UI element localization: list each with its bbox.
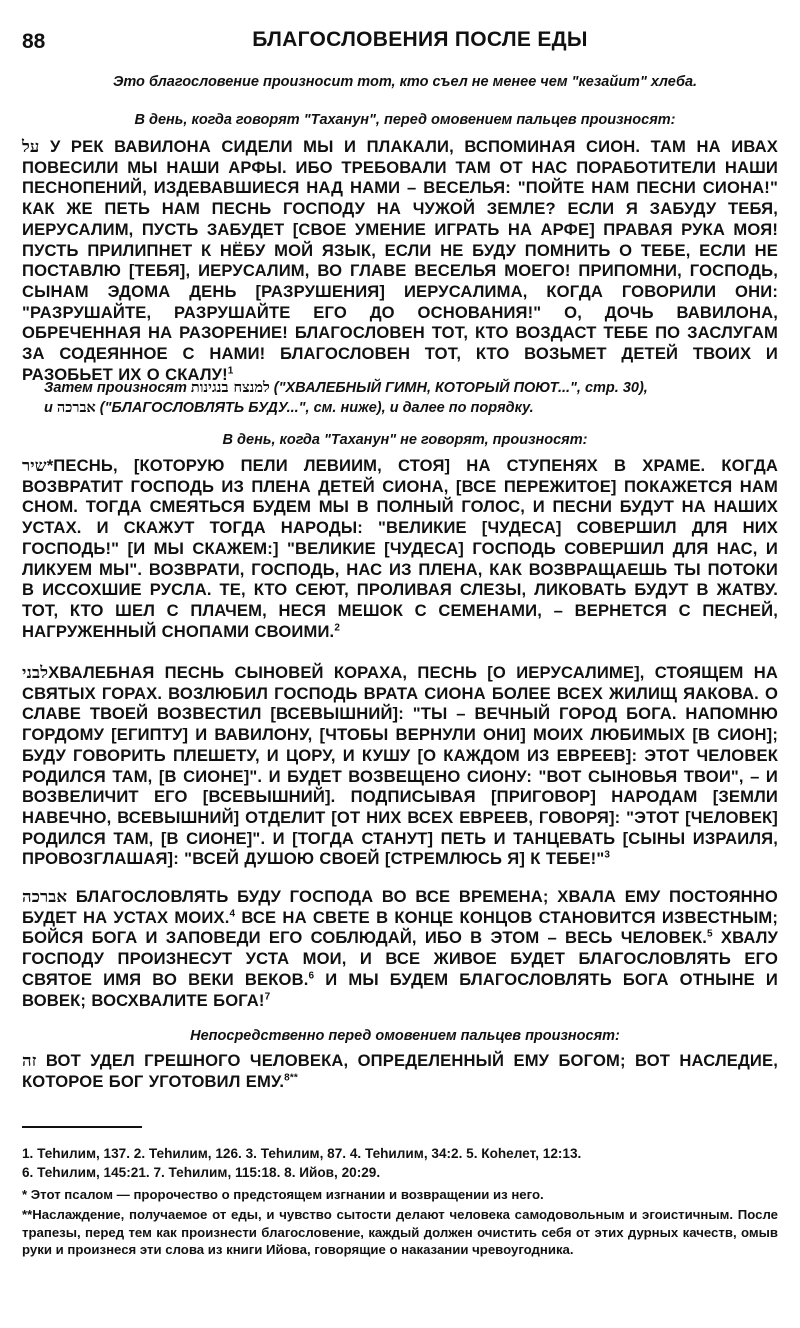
page-header	[22, 26, 778, 56]
footnote-ref: 7	[264, 990, 271, 1002]
section2-paragraph	[22, 455, 778, 642]
footnote-ref: 6	[308, 970, 315, 982]
footnote-ref: 5	[707, 928, 713, 940]
section5-paragraph	[22, 1050, 778, 1092]
hebrew-lead-word: זה	[22, 1050, 37, 1070]
hebrew-word: למנצח בנגינות	[190, 379, 270, 396]
hebrew-lead-word: על	[22, 136, 40, 156]
section1-heading: В день, когда говорят "Таханун", перед омовением пальцев произносят:	[134, 112, 676, 128]
page-title: БЛАГОСЛОВЕНИЯ ПОСЛЕ ЕДЫ	[252, 28, 588, 51]
footnote-star-1: * Этот псалом — пророчество о предстоящем изгнании и возвращении из него.	[22, 1187, 544, 1202]
hebrew-lead-word: לבני	[22, 662, 49, 682]
footnote-star-2: **Наслаждение, получаемое от еды, и чувство сытости делают человека самодовольным и эгоистичным. После трапезы, перед тем как произнести благословение, каждый должен очистить себя от этих дурных качеств, омыв руки и произнеся эти слова из книги Ийова, говорящие о наказании чревоугодника.	[22, 1207, 778, 1258]
paragraph-text: ХВАЛЕБНАЯ ПЕСНЬ СЫНОВЕЙ КОРАХА, ПЕСНЬ [О ИЕРУСАЛИМЕ], СТОЯЩЕМ НА СВЯТЫХ ГОРАХ. ВОЗЛЮБИЛ ГОСПОДЬ ВРАТА СИОНА БОЛЕЕ ВСЕХ ЖИЛИЩ ЯАКОВА. О СЛАВЕ ТВОЕЙ ВОЗВЕСТИЛ [ВСЕВЫШНИЙ]: "ТЫ – ВЕЧНЫЙ ГОРОД БОГА. НАПОМНЮ ГОРДОМУ [ЕГИПТУ] И ВАВИЛОНУ, [ЧТОБЫ ВЕРНУЛИ ОНИ] МОИХ ЛЮБИМЫХ [В СИОН]; БУДУ ГОВОРИТЬ ПЛЕШЕТУ, И ЦОРУ, И КУШУ [О КАЖДОМ ИЗ ЕВРЕЕВ]: ЭТОТ ЧЕЛОВЕК РОДИЛСЯ ТАМ, [В СИОНЕ]". И БУДЕТ ВОЗВЕЩЕНО СИОНУ: "ВОТ СЫНОВЬЯ ТВОИ", – И ВОЗВЕЛИЧИТ ЕГО [ВСЕВЫШНИЙ]. ПОДПИСЫВАЯ [ПРИГОВОР] НАРОДАМ [ЗЕМЛИ НАВЕЧНО, ВСЕВЫШНИЙ] ОТДЕЛИТ [ОТ НИХ ВСЕХ ЕВРЕЕВ, ГОВОРЯ]: "ЭТОТ [ЧЕЛОВЕК] РОДИЛСЯ ТАМ, [В СИОНЕ]". И [ТОГДА СТАНУТ] ПЕТЬ И ТАНЦЕВАТЬ [СЫНЫ ИЗРАИЛЯ, ПРОВОЗГЛАШАЯ]: "ВСЕЙ ДУШОЮ СВОЕЙ [СТРЕМЛЮСЬ Я] К ТЕБЕ!"	[22, 663, 778, 869]
footnote-ref: 4	[229, 908, 236, 920]
section2-heading: В день, когда "Таханун" не говорят, произносят:	[222, 432, 588, 448]
footnote-divider	[22, 1126, 142, 1128]
paragraph-text: У РЕК ВАВИЛОНА СИДЕЛИ МЫ И ПЛАКАЛИ, ВСПОМИНАЯ СИОН. ТАМ НА ИВАХ ПОВЕСИЛИ МЫ НАШИ АРФЫ. ИБО ТРЕБОВАЛИ ТАМ ОТ НАС ПОРАБОТИТЕЛИ НАШИ ПЕСНОПЕНИЙ, ИЗДЕВАВШИЕСЯ НАД НАМИ – ВЕСЕЛЬЯ: "ПОЙТЕ НАМ ПЕСНИ СИОНА!" КАК ЖЕ ПЕТЬ НАМ ПЕСНЬ ГОСПОДУ НА ЧУЖОЙ ЗЕМЛЕ? ЕСЛИ Я ЗАБУДУ ТЕБЯ, ИЕРУСАЛИМ, ПУСТЬ ЗАБУДЕТ [СВОЕ УМЕНИЕ ИГРАТЬ НА АРФЕ] ПРАВАЯ РУКА МОЯ! ПУСТЬ ПРИЛИПНЕТ К НЁБУ МОЙ ЯЗЫК, ЕСЛИ НЕ БУДУ ПОМНИТЬ О ТЕБЕ, ЕСЛИ НЕ ПОСТАВЛЮ [ТЕБЯ], ИЕРУСАЛИМ, ВО ГЛАВЕ ВЕСЕЛЬЯ МОЕГО! ПРИПОМНИ, ГОСПОДЬ, СЫНАМ ЭДОМА ДЕНЬ [РАЗРУШЕНИЯ] ИЕРУСАЛИМА, КОГДА ГОВОРИЛИ ОНИ: "РАЗРУШАЙТЕ, РАЗРУШАЙТЕ ЕГО ДО ОСНОВАНИЯ!" О, ДОЧЬ ВАВИЛОНА, ОБРЕЧЕННАЯ НА РАЗОРЕНИЕ! БЛАГОСЛОВЕН ТОТ, КТО ВОЗДАСТ ТЕБЕ ПО ЗАСЛУГАМ ЗА СОДЕЯННОЕ С НАМИ! БЛАГОСЛОВЕН ТОТ, КТО ВОЗЬМЕТ ДЕТЕЙ ТВОИХ И РАЗОБЬЕТ ИХ О СКАЛУ!	[22, 137, 778, 384]
section1-paragraph	[22, 136, 778, 385]
hebrew-lead-word: שיר	[22, 455, 47, 475]
page-number: 88	[22, 30, 46, 53]
section5-heading: Непосредственно перед омовением пальцев произносят:	[190, 1028, 620, 1044]
intro-note: Это благословение произносит тот, кто съел не менее чем "кезайит" хлеба.	[112, 74, 698, 90]
footnote-line: 6. Теһилим, 145:21. 7. Теһилим, 115:18. 8. Ийов, 20:29.	[22, 1165, 381, 1180]
hebrew-word: אברכה	[56, 399, 96, 416]
footnote-ref: 2	[334, 622, 341, 634]
paragraph-text: *ПЕСНЬ, [КОТОРУЮ ПЕЛИ ЛЕВИИМ, СТОЯ] НА СТУПЕНЯХ В ХРАМЕ. КОГДА ВОЗВРАТИТ ГОСПОДЬ ИЗ ПЛЕНА ДЕТЕЙ СИОНА, [ВСЕ ПЕРЕЖИТОЕ] ПОКАЖЕТСЯ НАМ СНОМ. ТОГДА СМЕЯТЬСЯ БУДЕМ МЫ В ПОЛНЫЙ ГОЛОС, И ПЕСНИ БУДУТ НА НАШИХ УСТАХ. И СКАЖУТ ТОГДА НАРОДЫ: "ВЕЛИКИЕ [ЧУДЕСА] СОВЕРШИЛ ДЛЯ НИХ ГОСПОДЬ!" [И МЫ СКАЖЕМ:] "ВЕЛИКИЕ [ЧУДЕСА] ГОСПОДЬ СОВЕРШИЛ ДЛЯ НАС, И ЛИКУЕМ МЫ". ВОЗВРАТИ, ГОСПОДЬ, НАС ИЗ ПЛЕНА, КАК ВОЗВРАЩАЕШЬ ТЫ ПОТОКИ В ИССОХШИЕ РУСЛА. ТЕ, КТО СЕЮТ, ПРОЛИВАЯ СЛЕЗЫ, ЛИКОВАТЬ БУДУТ В ЖАТВУ. ТОТ, КТО ШЕЛ С ПЛАЧЕМ, НЕСЯ МЕШОК С СЕМЕНАМИ, – ВЕРНЕТСЯ С ПЕСНЕЙ, НАГРУЖЕННЫЙ СНОПАМИ СВОИМИ.	[22, 456, 778, 641]
hebrew-lead-word: אברכה	[22, 886, 68, 906]
section4-paragraph: אברכה БЛАГОСЛОВЛЯТЬ БУДУ ГОСПОДА ВО ВСЕ ВРЕМЕНА; ХВАЛА ЕМУ ПОСТОЯННО БУДЕТ НА УСТАХ МОИХ.$^4$ ВСЕ НА СВЕТЕ В КОНЦЕ КОНЦОВ СТАНОВИТСЯ ИЗВЕСТНЫМ; БОЙСЯ БОГА И ЗАПОВЕДИ ЕГО СОБЛЮДАЙ, ИБО В ЭТОМ – ВЕСЬ ЧЕЛОВЕК.$^5$ ХВАЛУ ГОСПОДУ ПРОИЗНЕСУТ УСТА МОИ, И ВСЕ ЖИВОЕ БУДЕТ БЛАГОСЛОВЛЯТЬ ЕГО СВЯТОЕ ИМЯ ВО ВЕКИ ВЕКОВ.$^6$ И МЫ БУДЕМ БЛАГОСЛОВЛЯТЬ БОГА ОТНЫНЕ И ВОВЕК; ВОСХВАЛИТЕ БОГА!$^7$	[22, 886, 779, 1010]
footnote-line: 1. Теһилим, 137. 2. Теһилим, 126. 3. Теһилим, 87. 4. Теһилим, 34:2. 5. Коһелет, 12:13.	[22, 1146, 582, 1161]
section3-paragraph	[22, 662, 778, 870]
instruction-note: Затем произносят למנצח בנגינות ("ХВАЛЕБНЫЙ ГИМН, КОТОРЫЙ ПОЮТ...", стр. 30), и אברכה ("БЛАГОСЛОВЛЯТЬ БУДУ...", см. ниже), и далее по порядку.	[44, 379, 648, 416]
footnote-ref: 3	[604, 849, 611, 861]
footnote-ref: 1	[227, 365, 234, 377]
paragraph-text: ВОТ УДЕЛ ГРЕШНОГО ЧЕЛОВЕКА, ОПРЕДЕЛЕННЫЙ ЕМУ БОГОМ; ВОТ НАСЛЕДИЕ, КОТОРОЕ БОГ УГОТОВИЛ ЕМУ.	[22, 1051, 778, 1091]
footnote-sources	[22, 1144, 778, 1182]
footnote-ref: 8**	[284, 1072, 298, 1084]
